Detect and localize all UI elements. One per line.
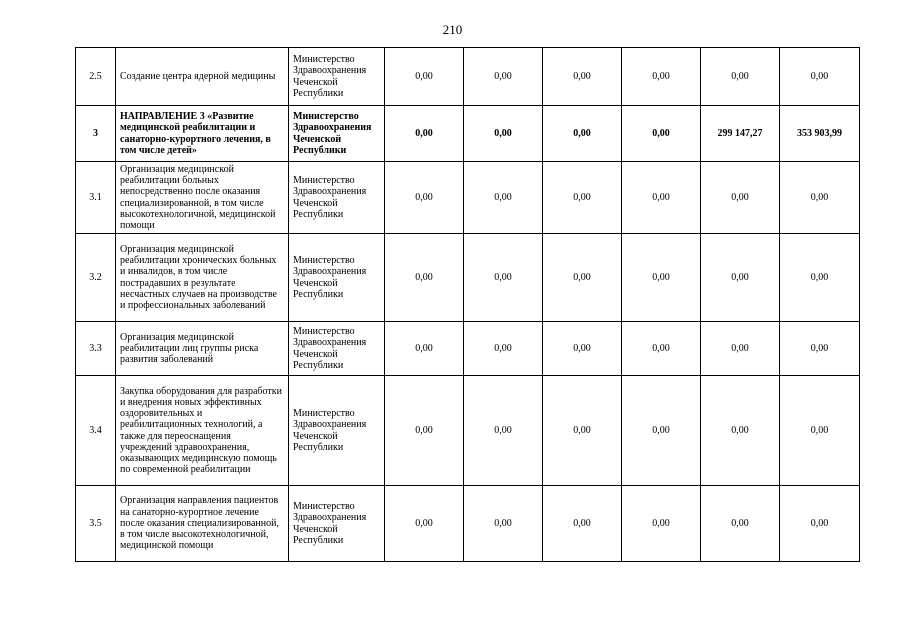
funding-value: 0,00: [464, 486, 543, 562]
measure-name: Организация направления пациентов на санаторно-курортное лечение после оказания специализированной, в том числе высокотехнологичной, медицинской помощи: [116, 486, 289, 562]
funding-value: 0,00: [543, 234, 622, 322]
table-row: [76, 486, 860, 562]
funding-value: 0,00: [780, 234, 860, 322]
funding-value: 0,00: [701, 376, 780, 486]
funding-value: 0,00: [385, 162, 464, 234]
row-number: 3.1: [76, 162, 116, 234]
executor: Министерство Здравоохранения Чеченской Республики: [289, 106, 385, 162]
funding-value: 0,00: [622, 162, 701, 234]
funding-value: 0,00: [622, 234, 701, 322]
executor: Министерство Здравоохранения Чеченской Республики: [289, 48, 385, 106]
funding-value: 0,00: [464, 162, 543, 234]
funding-value: 0,00: [701, 486, 780, 562]
row-number: 2.5: [76, 48, 116, 106]
measure-name: НАПРАВЛЕНИЕ 3 «Развитие медицинской реабилитации и санаторно-курортного лечения, в том числе детей»: [116, 106, 289, 162]
table-row: [76, 48, 860, 106]
funding-value: 0,00: [543, 48, 622, 106]
funding-value: 0,00: [464, 376, 543, 486]
funding-value: 0,00: [464, 234, 543, 322]
program-table: [75, 47, 860, 562]
row-number: 3.3: [76, 322, 116, 376]
funding-value: 0,00: [464, 322, 543, 376]
executor: Министерство Здравоохранения Чеченской Республики: [289, 376, 385, 486]
table-body: [76, 48, 860, 562]
funding-value: 0,00: [385, 234, 464, 322]
funding-value: 0,00: [622, 322, 701, 376]
funding-value: 0,00: [780, 486, 860, 562]
funding-value: 0,00: [622, 376, 701, 486]
funding-value: 299 147,27: [701, 106, 780, 162]
row-number: 3.4: [76, 376, 116, 486]
measure-name: Закупка оборудования для разработки и внедрения новых эффективных оздоровительных и реабилитационных технологий, а также для переоснащения учреждений здравоохранения, оказывающих медицинскую помощь по современной реабилитации: [116, 376, 289, 486]
table-row: [76, 162, 860, 234]
executor: Министерство Здравоохранения Чеченской Республики: [289, 486, 385, 562]
executor: Министерство Здравоохранения Чеченской Республики: [289, 234, 385, 322]
funding-value: 0,00: [543, 376, 622, 486]
executor: Министерство Здравоохранения Чеченской Республики: [289, 322, 385, 376]
funding-value: 0,00: [780, 48, 860, 106]
funding-value: 0,00: [543, 322, 622, 376]
funding-value: 0,00: [622, 106, 701, 162]
funding-value: 0,00: [701, 322, 780, 376]
funding-value: 0,00: [780, 376, 860, 486]
funding-value: 0,00: [780, 162, 860, 234]
table-row: [76, 234, 860, 322]
funding-value: 0,00: [385, 48, 464, 106]
funding-value: 0,00: [385, 322, 464, 376]
funding-value: 0,00: [701, 48, 780, 106]
table-row: [76, 106, 860, 162]
funding-value: 0,00: [780, 322, 860, 376]
row-number: 3.5: [76, 486, 116, 562]
executor: Министерство Здравоохранения Чеченской Республики: [289, 162, 385, 234]
funding-value: 0,00: [701, 162, 780, 234]
funding-value: 0,00: [385, 486, 464, 562]
funding-value: 0,00: [385, 106, 464, 162]
funding-value: 0,00: [622, 486, 701, 562]
funding-value: 0,00: [701, 234, 780, 322]
row-number: 3.2: [76, 234, 116, 322]
funding-value: 0,00: [622, 48, 701, 106]
funding-value: 0,00: [543, 106, 622, 162]
funding-value: 0,00: [543, 486, 622, 562]
measure-name: Организация медицинской реабилитации лиц группы риска развития заболеваний: [116, 322, 289, 376]
measure-name: Организация медицинской реабилитации хронических больных и инвалидов, в том числе пострадавших в результате несчастных случаев на производстве и профессиональных заболеваний: [116, 234, 289, 322]
funding-value: 353 903,99: [780, 106, 860, 162]
funding-value: 0,00: [464, 48, 543, 106]
table-row: [76, 322, 860, 376]
page-number: 210: [442, 22, 463, 37]
funding-value: 0,00: [385, 376, 464, 486]
measure-name: Создание центра ядерной медицины: [116, 48, 289, 106]
table-row: [76, 376, 860, 486]
funding-value: 0,00: [543, 162, 622, 234]
row-number: 3: [76, 106, 116, 162]
funding-value: 0,00: [464, 106, 543, 162]
measure-name: Организация медицинской реабилитации больных непосредственно после оказания специализированной, в том числе высокотехнологичной, медицинской помощи: [116, 162, 289, 234]
